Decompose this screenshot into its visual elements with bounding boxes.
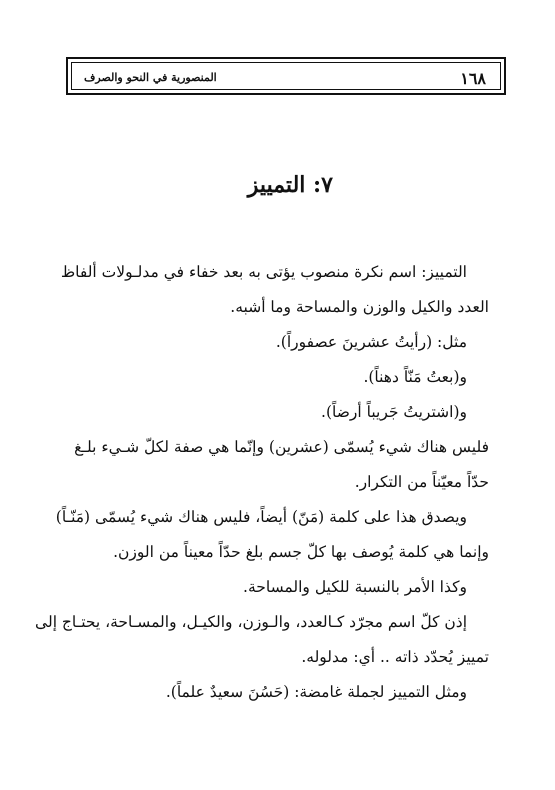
paragraph-line: إذن كلّ اسم مجرّد كـالعدد، والـوزن، والكيـل، والمسـاحة، يحتـاج إلى [35,613,467,631]
paragraph-line: مثل: (رأيتُ عشرينَ عصفوراً). [275,333,467,351]
body-text [35,255,489,710]
paragraph-line: و(اشتريتُ جَريباً أرضاً). [321,403,467,421]
paragraph-line: ومثل التمييز لجملة غامضة: (حَسُنَ سعيدٌ علماً). [165,683,467,701]
paragraph-line: التمييز: اسم نكرة منصوب يؤتى به بعد خفاء في مدلـولات ألفاظ [60,263,467,281]
paragraph-line: فليس هناك شيء يُسمّى (عشرين) وإنّما هي صفة لكلّ شـيء بلـغ [74,438,489,456]
header-inner-frame [71,62,501,90]
section-title: ٧: التمييز [247,172,333,198]
paragraph-line: وكذا الأمر بالنسبة للكيل والمساحة. [243,578,467,596]
running-header [66,57,506,95]
paragraph-line: العدد والكيل والوزن والمساحة وما أشبه. [230,298,489,316]
paragraph-line: ويصدق هذا على كلمة (مَنّ) أيضاً، فليس هناك شيء يُسمّى (مَنّـاً) [55,508,467,526]
paragraph-line: وإنما هي كلمة يُوصف بها كلّ جسم بلغ حدّاً معيناً من الوزن. [113,543,489,561]
paragraph-line: تمييز يُحدّد ذاته .. أي: مدلوله. [301,648,489,666]
running-title: المنصورية في النحو والصرف [84,71,217,84]
paragraph-line: و(بعتُ مَنّاً دهناً). [363,368,467,386]
page-number: ١٦٨ [460,69,486,88]
paragraph-line: حدّاً معيّناً من التكرار. [354,473,489,491]
